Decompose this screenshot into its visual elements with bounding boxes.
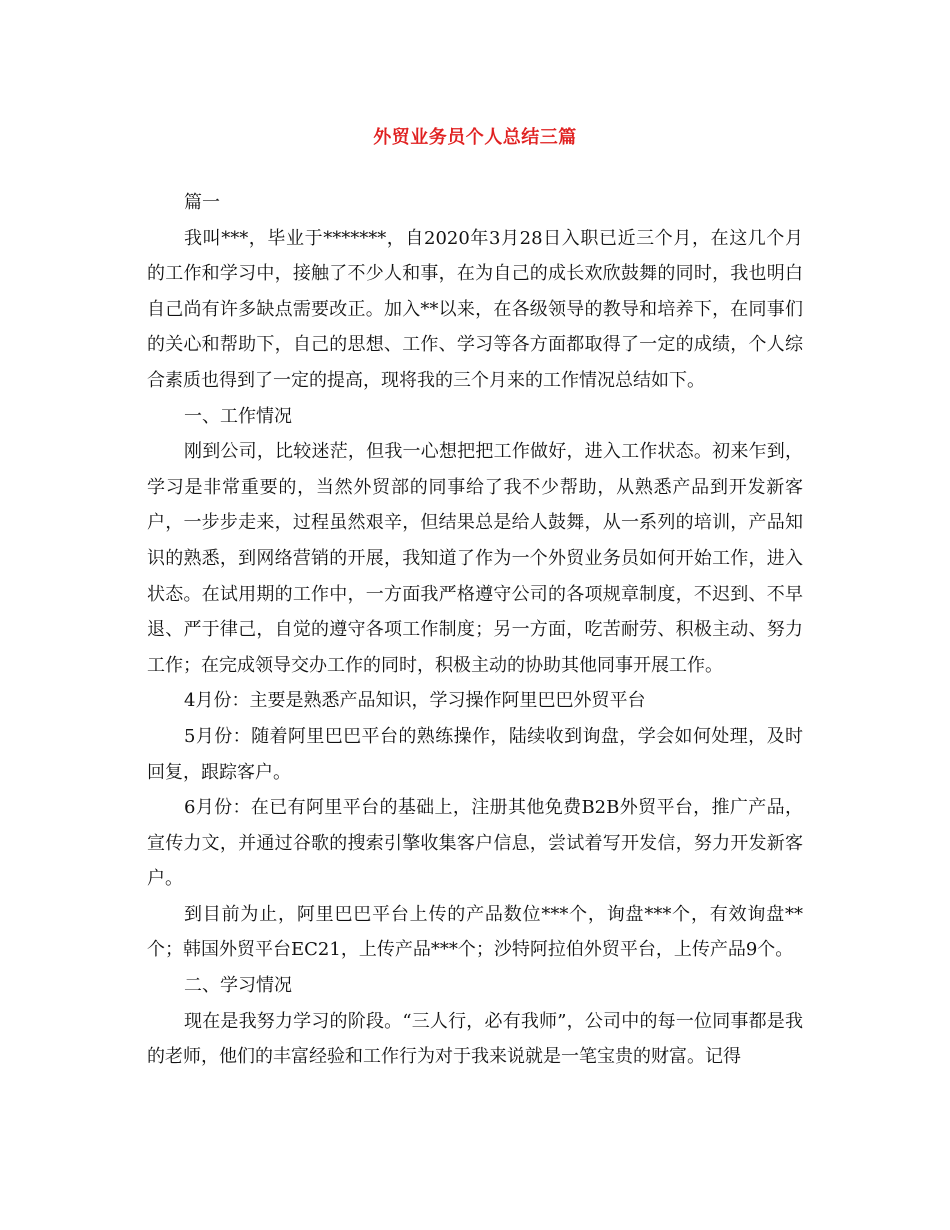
may-item: 5月份：随着阿里巴巴平台的熟练操作，陆续收到询盘，学会如何处理，及时回复，跟踪客户。 [147,725,803,783]
work-paragraph: 刚到公司，比较迷茫，但我一心想把把工作做好，进入工作状态。初来乍到，学习是非常重要的，当然外贸部的同事给了我不少帮助，从熟悉产品到开发新客户，一步步走来，过程虽然艰辛，但结果总是给人鼓舞，从一系列的培训，产品知识的熟悉，到网络营销的开展，我知道了作为一个外贸业务员如何开始工作，进入状态。在试用期的工作中，一方面我严格遵守公司的各项规章制度，不迟到、不早退、严于律己，自觉的遵守各项工作制度；另一方面，吃苦耐劳、积极主动、努力工作；在完成领导交办工作的同时，积极主动的协助其他同事开展工作。 [147,441,803,676]
intro-paragraph: 我叫***，毕业于*******，自2020年3月28日入职已近三个月，在这几个月的工作和学习中，接触了不少人和事，在为自己的成长欢欣鼓舞的同时，我也明白自己尚有许多缺点需要改正。加入**以来，在各级领导的教导和培养下，在同事们的关心和帮助下，自己的思想、工作、学习等各方面都取得了一定的成绩，个人综合素质也得到了一定的提高，现将我的三个月来的工作情况总结如下。 [147,227,803,391]
document-title: 外贸业务员个人总结三篇 [373,127,577,148]
results-paragraph: 到目前为止，阿里巴巴平台上传的产品数位***个，询盘***个，有效询盘**个；韩国外贸平台EC21，上传产品***个；沙特阿拉伯外贸平台，上传产品9个。 [147,903,803,961]
section-heading-part-one: 篇一 [184,192,220,213]
section-heading-work: 一、工作情况 [184,405,292,427]
study-paragraph: 现在是我努力学习的阶段。“三人行，必有我师”，公司中的每一位同事都是我的老师，他们的丰富经验和工作行为对于我来说就是一笔宝贵的财富。记得 [147,1010,803,1068]
section-heading-study: 二、学习情况 [184,975,292,997]
april-item: 4月份：主要是熟悉产品知识，学习操作阿里巴巴外贸平台 [184,690,646,712]
document-body [147,185,803,1075]
june-item: 6月份：在已有阿里平台的基础上，注册其他免费B2B外贸平台，推广产品，宣传力文，并通过谷歌的搜索引擎收集客户信息，尝试着写开发信，努力开发新客户。 [147,797,803,890]
